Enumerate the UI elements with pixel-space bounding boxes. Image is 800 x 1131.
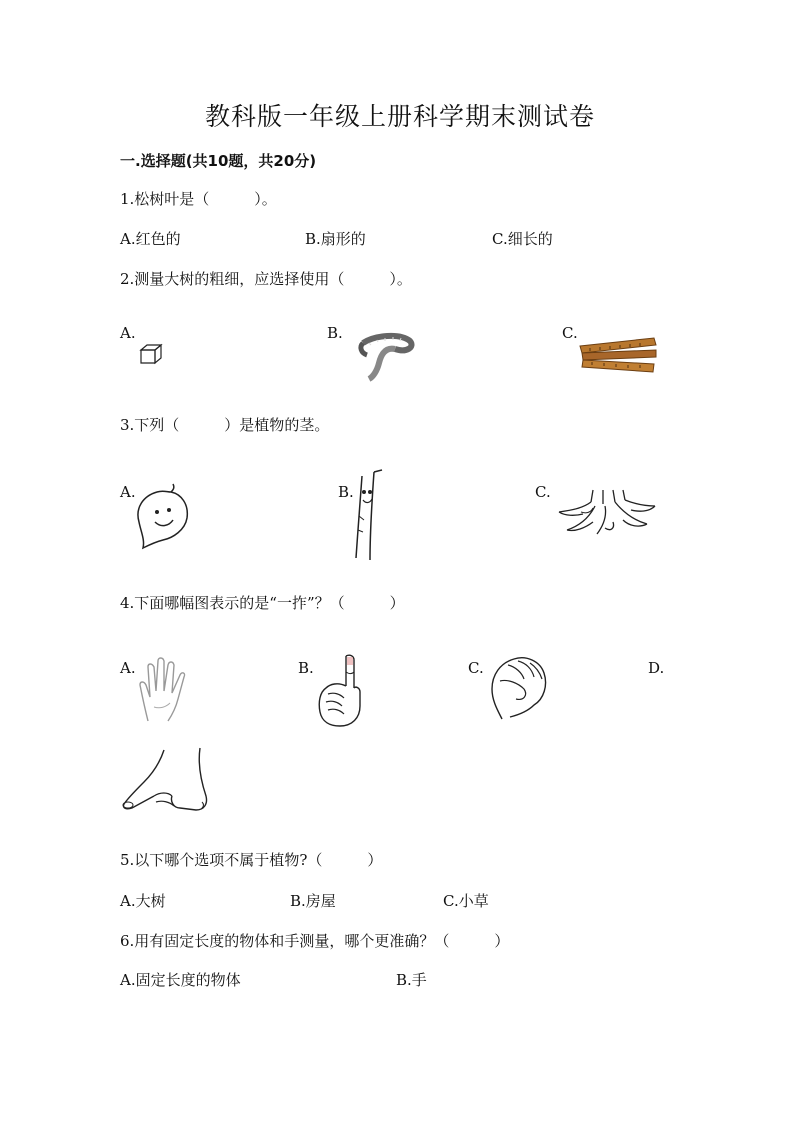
pointing-finger-image: [316, 652, 364, 732]
open-hand-image: [136, 657, 202, 727]
question-3: 3.下列（ ）是植物的茎。: [120, 416, 330, 434]
q4-option-a: A.: [120, 659, 136, 677]
span-hand-image: [120, 748, 212, 818]
question-2: 2.测量大树的粗细，应选择使用（ ）。: [120, 270, 412, 288]
folding-ruler-image: [580, 336, 658, 380]
q5-option-c: C.小草: [443, 892, 489, 910]
q6-option-a: A.固定长度的物体: [120, 971, 241, 989]
q4-option-b: B.: [298, 659, 314, 677]
section-heading: 一.选择题(共10题，共20分): [120, 152, 317, 170]
q2-option-a: A.: [120, 324, 136, 342]
tape-measure-image: [355, 333, 415, 385]
page-title: 教科版一年级上册科学期末测试卷: [204, 102, 595, 131]
q4-option-d: D.: [648, 659, 665, 677]
q5-option-a: A.大树: [120, 892, 166, 910]
q3-option-a: A.: [120, 483, 136, 501]
question-5: 5.以下哪个选项不属于植物?（ ）: [120, 851, 383, 869]
question-1: 1.松树叶是（ ）。: [120, 190, 277, 208]
fist-image: [488, 655, 548, 727]
q1-option-b: B.扇形的: [305, 230, 366, 248]
q2-option-c: C.: [562, 324, 578, 342]
q2-option-b: B.: [327, 324, 343, 342]
q3-option-b: B.: [338, 483, 354, 501]
q1-option-c: C.细长的: [492, 230, 553, 248]
q3-option-c: C.: [535, 483, 551, 501]
q5-option-b: B.房屋: [290, 892, 336, 910]
q4-option-c: C.: [468, 659, 484, 677]
q6-option-b: B.手: [396, 971, 427, 989]
leaf-image: [133, 482, 193, 554]
question-6: 6.用有固定长度的物体和手测量，哪个更准确？（ ）: [120, 932, 510, 950]
roots-image: [553, 488, 658, 540]
stem-image: [348, 470, 388, 566]
cube-icon: [140, 343, 164, 369]
q1-option-a: A.红色的: [120, 230, 181, 248]
question-4: 4.下面哪幅图表示的是“一拃”？（ ）: [120, 594, 405, 612]
